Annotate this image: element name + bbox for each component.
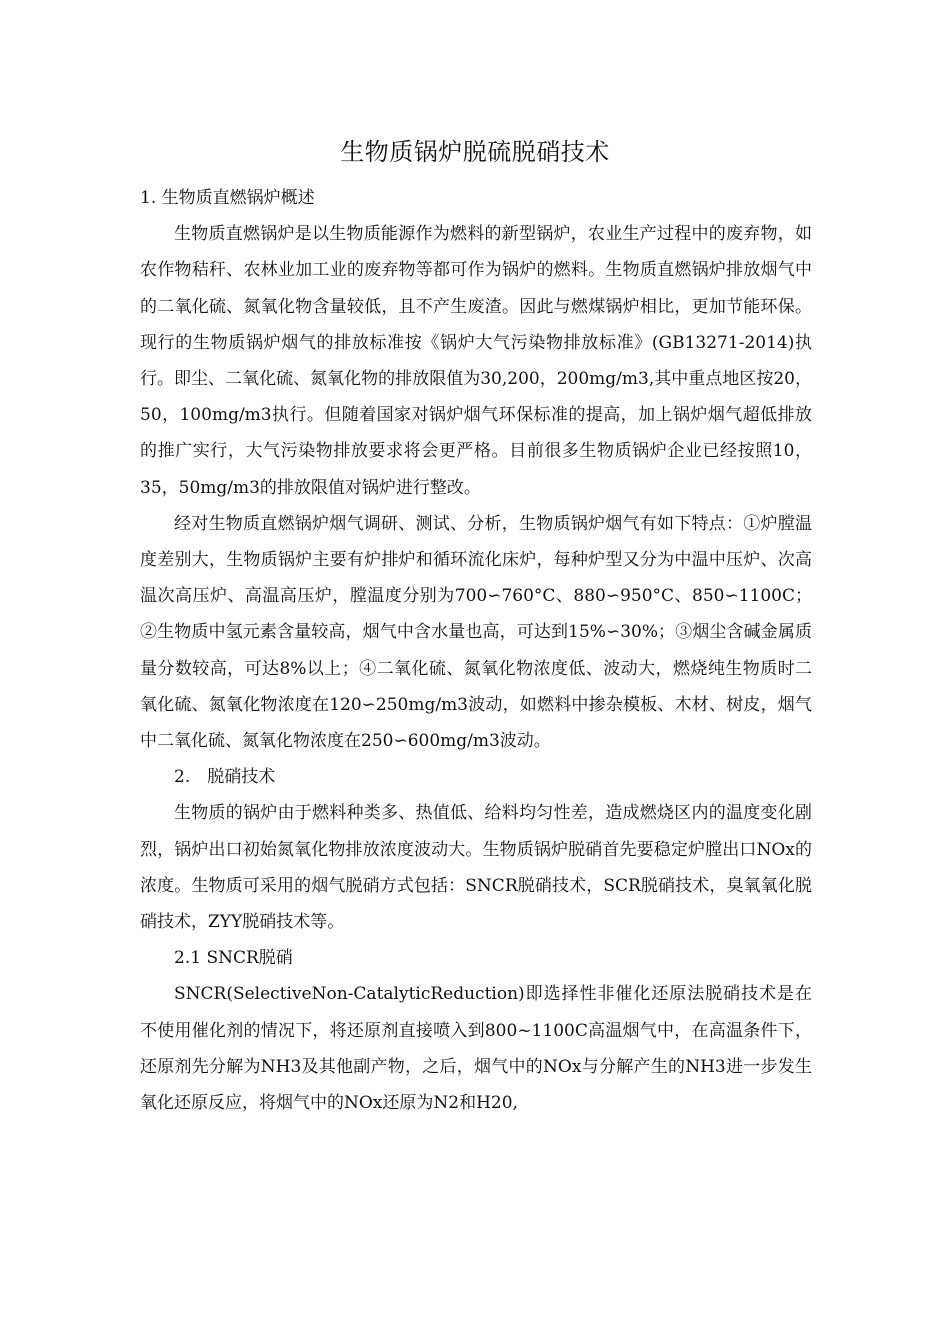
section-heading-1: 1. 生物质直燃锅炉概述 xyxy=(140,188,315,208)
paragraph: 生物质的锅炉由于燃料种类多、热值低、给料均匀性差，造成燃烧区内的温度变化剧烈，锅炉出口初始氮氧化物排放浓度波动大。生物质锅炉脱硝首先要稳定炉膛出口NOx的浓度。生物质可采用的烟气脱硝方式包括：SNCR脱硝技术，SCR脱硝技术，臭氧氧化脱硝技术，ZYY脱硝技术等。 xyxy=(140,803,812,933)
document-body xyxy=(140,180,812,1121)
paragraph: 经对生物质直燃锅炉烟气调研、测试、分析，生物质锅炉烟气有如下特点：①炉膛温度差别大，生物质锅炉主要有炉排炉和循环流化床炉，每种炉型又分为中温中压炉、次高温次高压炉、高温高压炉，膛温度分别为700∽760°C、880∽950°C、850∽1100C；②生物质中氢元素含量较高，烟气中含水量也高，可达到15%∽30%；③烟尘含碱金属质量分数较高，可达8%以上；④二氧化硫、氮氧化物浓度低、波动大，燃烧纯生物质时二氧化硫、氮氧化物浓度在120∽250mg/m3波动，如燃料中掺杂模板、木材、树皮，烟气中二氧化硫、氮氧化物浓度在250∽600mg/m3波动。 xyxy=(140,513,812,752)
section-heading-2-1: 2.1 SNCR脱硝 xyxy=(174,948,293,969)
paragraph: 生物质直燃锅炉是以生物质能源作为燃料的新型锅炉，农业生产过程中的废弃物，如农作物秸秆、农林业加工业的废弃物等都可作为锅炉的燃料。生物质直燃锅炉排放烟气中的二氧化硫、氮氧化物含量较低，且不产生废渣。因此与燃煤锅炉相比，更加节能环保。现行的生物质锅炉烟气的排放标准按《锅炉大气污染物排放标准》(GB13271-2014)执行。即尘、二氧化硫、氮氧化物的排放限值为30,200，200mg/m3,其中重点地区按20，50，100mg/m3执行。但随着国家对锅炉烟气环保标准的提高，加上锅炉烟气超低排放的推广实行，大气污染物排放要求将会更严格。目前很多生物质锅炉企业已经按照10，35，50mg/m3的排放限值对锅炉进行整改。 xyxy=(140,224,812,498)
section-heading-2: 2. 脱硝技术 xyxy=(174,767,276,788)
document-title: 生物质锅炉脱硫脱硝技术 xyxy=(340,138,610,166)
paragraph: SNCR(SelectiveNon-CatalyticReduction)即选择性非催化还原法脱硝技术是在不使用催化剂的情况下，将还原剂直接喷入到800~1100C高温烟气中，在高温条件下，还原剂先分解为NH3及其他副产物，之后，烟气中的NOx与分解产生的NH3进一步发生氧化还原反应，将烟气中的NOx还原为N2和H20, xyxy=(140,984,812,1114)
